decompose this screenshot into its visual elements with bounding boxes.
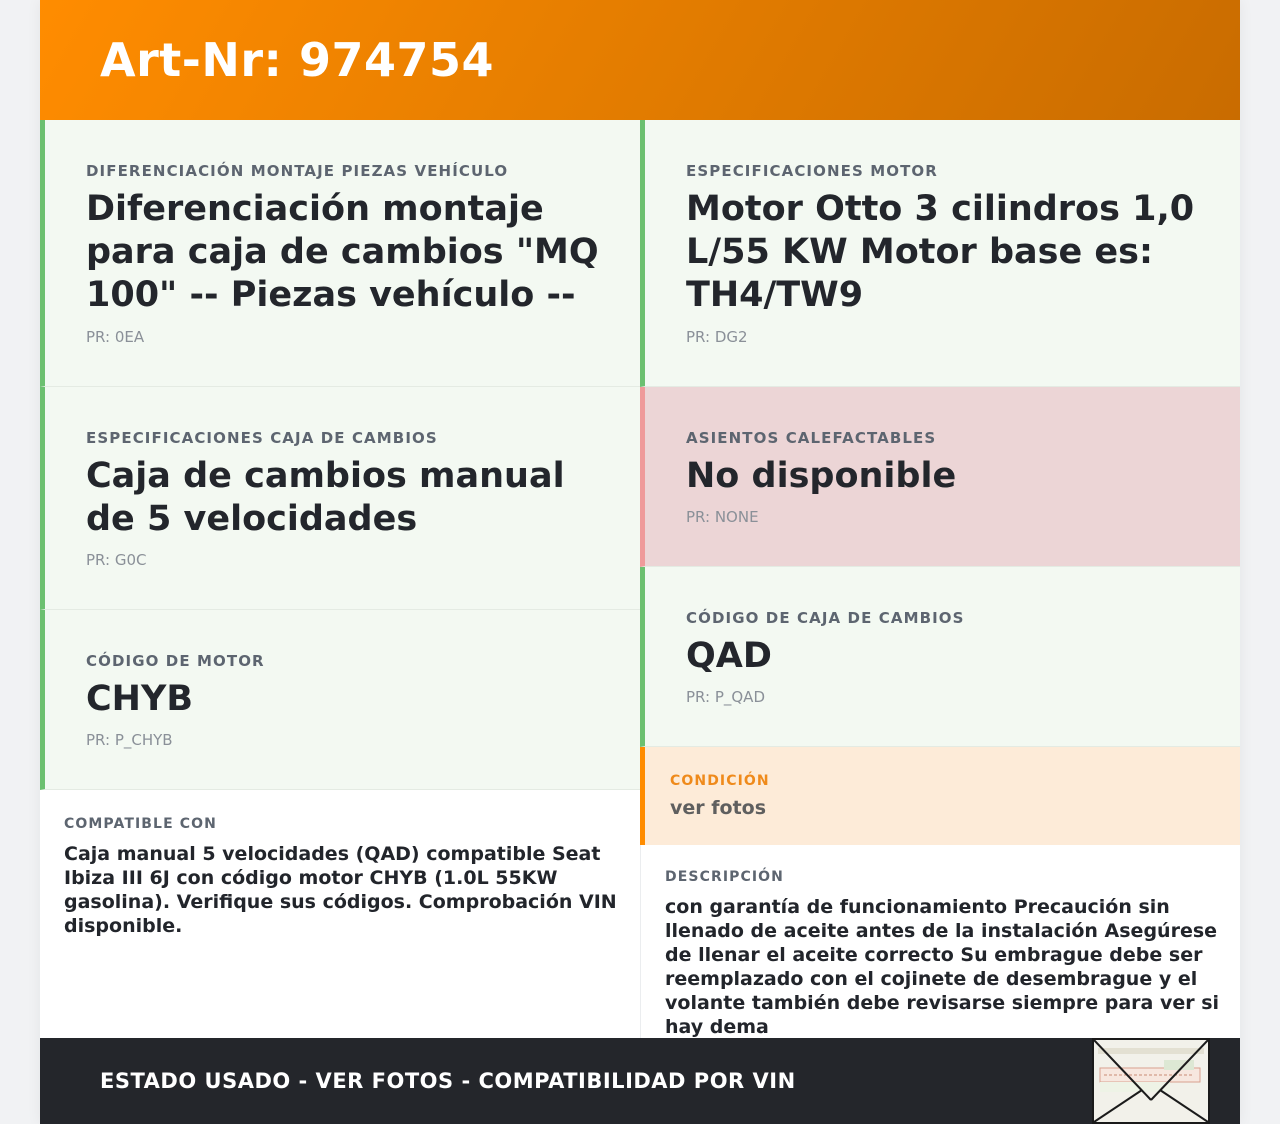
compatible-block [64, 816, 624, 938]
spec-value: Motor Otto 3 cilindros 1,0 L/55 KW Motor base es: TH4/TW9 [686, 189, 1195, 315]
spec-card-motor [640, 120, 1240, 387]
compatible-text: Caja manual 5 velocidades (QAD) compatible Seat Ibiza III 6J con código motor CHYB (1.0L 55KW gasolina). Verifique sus códigos. Comprobación VIN disponible. [64, 843, 617, 937]
spec-grid [40, 120, 1240, 1038]
spec-card-asientos [640, 387, 1240, 567]
spec-pr-code: PR: NONE [686, 508, 759, 526]
description-block [665, 869, 1221, 1039]
spec-label: CÓDIGO DE MOTOR [86, 652, 265, 670]
product-sheet [40, 0, 1240, 1124]
condition-box [640, 747, 1240, 845]
spec-label: ESPECIFICACIONES MOTOR [686, 162, 938, 180]
spec-pr-code: PR: P_QAD [686, 688, 765, 706]
compatible-label: COMPATIBLE CON [64, 816, 217, 832]
spec-pr-code: PR: P_CHYB [86, 731, 173, 749]
spec-card-codigo-motor [40, 610, 640, 790]
description-text: con garantía de funcionamiento Precaución sin llenado de aceite antes de la instalación Asegúrese de llenar el aceite correcto Su embrague debe ser reemplazado con el cojinete de desembrague y el volante también debe revisarse siempre para ver si hay dema [665, 896, 1220, 1038]
spec-value: QAD [686, 636, 772, 676]
spec-value: CHYB [86, 679, 193, 719]
spec-pr-code: PR: DG2 [686, 328, 748, 346]
right-column [640, 120, 1240, 1038]
spec-label: CÓDIGO DE CAJA DE CAMBIOS [686, 609, 965, 627]
spec-value: Diferenciación montaje para caja de cambios "MQ 100" -- Piezas vehículo -- [86, 189, 599, 315]
spec-pr-code: PR: 0EA [86, 328, 145, 346]
spec-label: ESPECIFICACIONES CAJA DE CAMBIOS [86, 429, 438, 447]
footer-status-text: ESTADO USADO - VER FOTOS - COMPATIBILIDAD POR VIN [100, 1069, 796, 1093]
spec-value: Caja de cambios manual de 5 velocidades [86, 456, 565, 539]
description-label: DESCRIPCIÓN [665, 869, 784, 885]
header-banner [40, 0, 1240, 120]
left-column [40, 120, 640, 937]
vin-plate-photo-icon[interactable] [1092, 1038, 1210, 1124]
condition-label: CONDICIÓN [670, 773, 770, 789]
spec-label: DIFERENCIACIÓN MONTAJE PIEZAS VEHÍCULO [86, 162, 509, 180]
article-number-title: Art-Nr: 974754 [100, 33, 495, 87]
spec-label: ASIENTOS CALEFACTABLES [686, 429, 937, 447]
spec-value: No disponible [686, 456, 957, 496]
footer-bar [40, 1038, 1240, 1124]
spec-card-montaje [40, 120, 640, 387]
condition-value: ver fotos [670, 797, 767, 819]
spec-card-codigo-caja [640, 567, 1240, 747]
spec-pr-code: PR: G0C [86, 551, 147, 569]
spec-card-caja-cambios [40, 387, 640, 610]
